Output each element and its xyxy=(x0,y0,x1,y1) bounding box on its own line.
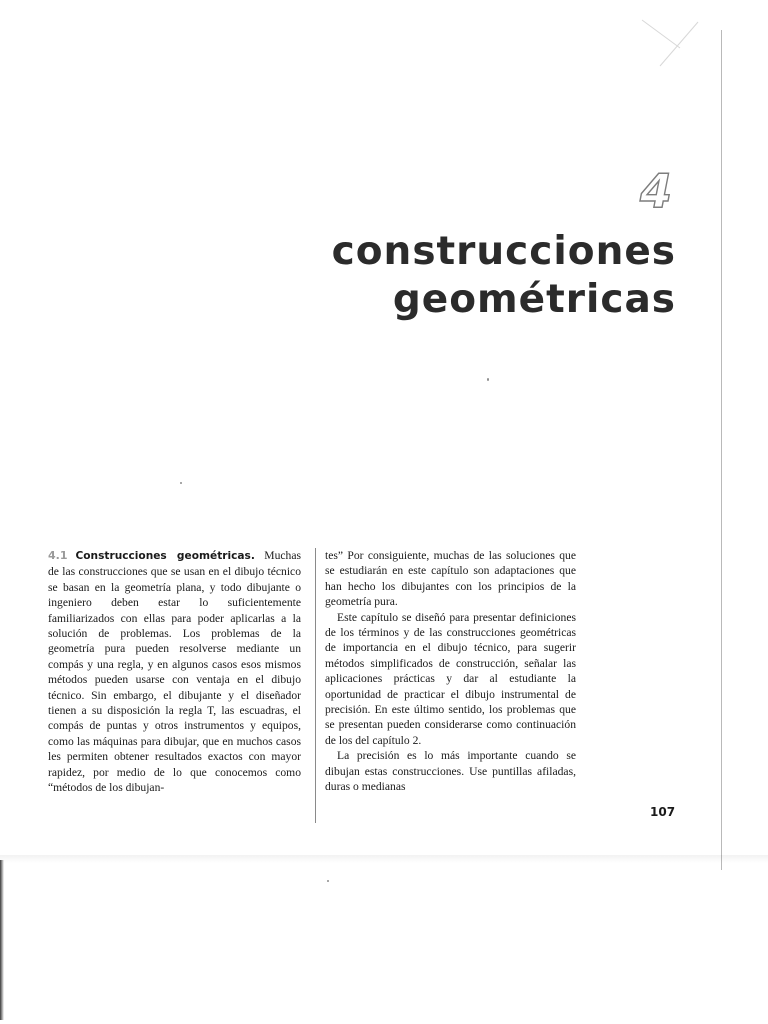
section-heading: Construcciones geométricas. xyxy=(75,550,255,562)
text-column-left xyxy=(48,548,301,796)
scan-speck xyxy=(487,378,489,381)
text-column-right xyxy=(325,548,576,795)
chapter-title-line-1: construcciones xyxy=(331,229,676,274)
page-number: 107 xyxy=(650,805,676,819)
page-edge-line xyxy=(721,30,722,870)
section-paragraph-1 xyxy=(48,548,301,796)
scan-bottom-shade xyxy=(0,855,768,863)
chapter-number: 4 xyxy=(639,164,672,218)
section-body-left: Muchas de las construcciones que se usan en el dibujo técnico se basan en la geometría plana, y todo dibujante o ingeniero deben estar lo suficientemente familiarizados con ellas para poder aplicarlas a la solución de problemas. Los problemas de la geometría pura pueden resolverse mediante un compás y una regla, y en algunos casos esos mismos métodos pueden usarse con ventaja en el dibujo técnico. Sin embargo, el dibujante y el diseñador tienen a su disposición la regla T, las escuadras, el compás de puntas y otros instrumentos y equipos, como las máquinas para dibujar, que en muchos casos les permiten obtener resultados exactos con mayor rapidez, por medio de lo que conocemos como “métodos de los dibujan- xyxy=(48,549,301,795)
section-paragraph-3: La precisión es lo más importante cuando se dibujan estas construcciones. Use puntillas afiladas, duras o medianas xyxy=(325,749,576,794)
section-paragraph-2: Este capítulo se diseñó para presentar definiciones de los términos y de las construcciones geométricas de importancia en el dibujo técnico, para sugerir métodos simplificados de construcción, señalar las aplicaciones prácticas y dar al estudiante la oportunidad de practicar el dibujo instrumental de precisión. En este último sentido, los problemas que se presentan pueden considerarse como continuación de los del capítulo 2. xyxy=(325,610,576,747)
section-paragraph-continued: tes” Por consiguiente, muchas de las soluciones que se estudiarán en este capítulo son adaptaciones que han hecho los dibujantes con los principios de la geometría pura. xyxy=(325,549,576,609)
scan-left-shadow xyxy=(0,860,4,1020)
scan-speck xyxy=(327,880,329,882)
chapter-title-line-2: geométricas xyxy=(392,277,676,322)
column-divider xyxy=(315,548,316,823)
chapter-title xyxy=(332,228,676,324)
section-number: 4.1 xyxy=(48,549,68,562)
scan-speck xyxy=(180,482,182,484)
corner-scratch-mark xyxy=(640,18,700,68)
